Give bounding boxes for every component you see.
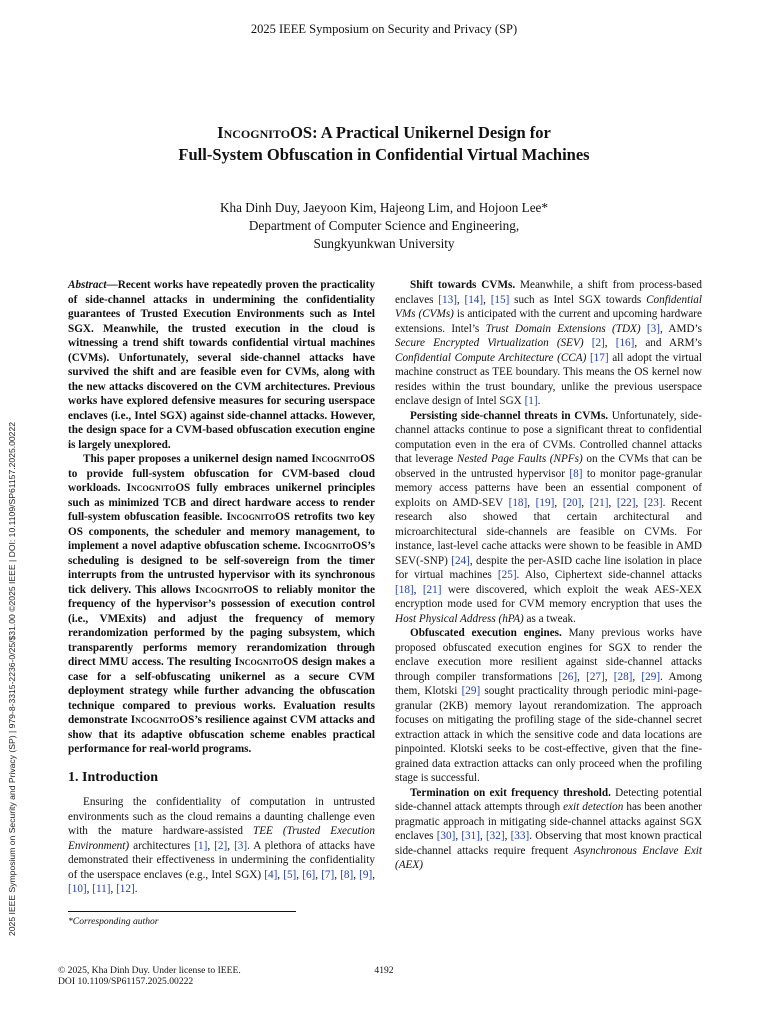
side-doi-strip: 2025 IEEE Symposium on Security and Privacy (SP) | 979-8-3315-2236-0/25/$31.00 ©2025 IEEE | DOI: 10.1109/SP61157.2025.00222 [7, 421, 17, 936]
system-name: Incognito [194, 583, 244, 596]
citation-link[interactable]: [29] [461, 685, 481, 697]
author-block [0, 199, 768, 253]
citation-link[interactable]: [24] [451, 554, 470, 567]
abstract [68, 278, 375, 757]
citation-link[interactable]: [32] [485, 830, 505, 842]
citation-link[interactable]: [27] [586, 670, 605, 683]
citation-link[interactable]: [12] [116, 883, 135, 895]
citation-link[interactable]: [6] [302, 868, 316, 881]
citation-link[interactable]: [2] [591, 337, 605, 349]
footnote-rule [68, 911, 296, 912]
citation-link[interactable]: [29] [641, 670, 661, 683]
citation-link[interactable]: [9] [359, 868, 373, 881]
citation-link[interactable]: [2] [214, 839, 228, 852]
runin-heading: Shift towards CVMs. [410, 279, 516, 291]
citation-link[interactable]: [7] [321, 868, 335, 881]
citation-link[interactable]: [5] [283, 868, 297, 881]
title-line1-rest: OS: A Practical Unikernel Design for [290, 123, 551, 142]
section-heading-introduction: 1. Introduction [68, 769, 158, 785]
paragraph-shift-towards-cvms [395, 278, 702, 409]
paper-title [60, 122, 708, 166]
citation-link[interactable]: [21] [422, 583, 442, 596]
runin-heading: Termination on exit frequency threshold. [410, 786, 611, 799]
paragraph-body: Detecting potential side-channel attack attempts through exit detection has been another pragmatic approach in mitigating side-channel attacks against SGX enclaves [30], [31], [32], [33]. Observing that most known practical side-channel attacks require frequent Asynchronous Enclave Exit (AEX) [395, 786, 703, 871]
paragraph-body: Unfortunately, side-channel attacks continue to pose a significant threat to confidential computation even in the era of CVMs. Controlled channel attacks that leverage Nested Page Faults (NPFs) on the CVMs that can be observed in the untrusted hypervisor [8] to monitor page-granular memory access patterns have been an essential component of exploits on AMD-SEV [18], [19], [20], [21], [22], [23]. Recent research also showed that certain architectural and microarchitectural side-channels are feasible on CVMs. For instance, last-level cache attacks were shown to be feasible in AMD SEV(-SNP) [24], despite the per-ASID cache line isolation in place for virtual machines [25]. Also, Ciphertext side-channel attacks [18], [21] were discovered, which exploit the weak AES-XEX encryption mode used for CVM memory encryption that uses the Host Physical Address (hPA) as a tweak. [395, 409, 703, 625]
italic-term: Host Physical Address (hPA) [395, 612, 524, 625]
citation-link[interactable]: [19] [535, 496, 555, 509]
footer-doi: DOI 10.1109/SP61157.2025.00222 [58, 976, 194, 987]
paragraph-termination-threshold [395, 786, 702, 873]
abstract-paragraph-2: This paper proposes a unikernel design named IncognitoOS to provide full-system obfuscation for CVM-based cloud workloads. IncognitoOS fully embraces unikernel principles such as minimized TCB and direct hardware access to render full-system obfuscation feasible. IncognitoOS retrofits two key OS components, the scheduler and memory management, to implement a novel adaptive obfuscation scheme. IncognitoOS’s scheduling is designed to be self-sovereign from the timer interrupts from the untrusted hypervisor with its synchronous tick delivery. This allows IncognitoOS to reliably monitor the frequency of the hypervisor’s possession of execution control (i.e., VMExits) and adjust the frequency of memory rerandomization performed by the paging subsystem, which transparently performs memory rerandomization through direct MMU access. The resulting IncognitoOS design makes a case for a self-obfuscating unikernel as a secure CVM deployment strategy while further advancing the obfuscation technique compared to previous works. Evaluation results demonstrate IncognitoOS’s resilience against CVM attacks and show that its adaptive obfuscation scheme enables practical performance for real-world programs. [68, 453, 376, 755]
abstract-label: Abstract [68, 279, 107, 291]
italic-term: TEE (Trusted Execution Environment) [68, 825, 375, 852]
runin-heading: Persisting side-channel threats in CVMs. [410, 409, 609, 422]
paragraph-body: Meanwhile, a shift from process-based enclaves [13], [14], [15] such as Intel SGX towards Confidential VMs (CVMs) is anticipated with the current and upcoming hardware extensions. Intel’s Trust Domain Extensions (TDX) [3], AMD’s Secure Encrypted Virtualization (SEV) [2], [16], and ARM’s Confidential Compute Architecture (CCA) [17] all adopt the virtual machine construct as TEE boundary. This means the OS kernel now resides within the trust boundary, unlike the previous userspace enclave design of Intel SGX [1]. [395, 279, 702, 407]
citation-link[interactable]: [1] [524, 395, 538, 407]
citation-link[interactable]: [13] [438, 293, 457, 306]
citation-link[interactable]: [31] [461, 830, 480, 842]
citation-link[interactable]: [23] [643, 496, 663, 509]
author-names: Kha Dinh Duy, Jaeyoon Kim, Hajeong Lim, and Hojoon Lee* [219, 200, 549, 215]
citation-link[interactable]: [30] [436, 830, 456, 842]
citation-link[interactable]: [1] [194, 839, 208, 852]
citation-link[interactable]: [28] [613, 670, 633, 683]
citation-link[interactable]: [11] [92, 883, 111, 895]
citation-link[interactable]: [10] [68, 883, 87, 895]
citation-link[interactable]: [21] [589, 496, 609, 509]
abstract-text-1: —Recent works have repeatedly proven the practicality of side-channel attacks in undermining the confidentiality guarantees of Trusted Execution Environments such as Intel SGX. Meanwhile, the trusted execution in the cloud is witnessing a trend shift towards confidential virtual machines (CVMs). Unfortunately, several side-channel attacks have survived the shift and are feasible even for CVMs, along with the new attacks discovered on the CVM architectures. Previous works have explored defensive measures for securing userspace enclaves (i.e., Intel SGX) against side-channel attacks. However, the design space for a CVM-based obfuscation execution engine is largely unexplored. [68, 279, 375, 451]
system-name: Incognito [311, 453, 361, 465]
italic-term: Confidential VMs (CVMs) [395, 293, 702, 320]
italic-term: Secure Encrypted Virtualization (SEV) [395, 337, 584, 349]
paragraph-obfuscated-engines [395, 626, 702, 786]
left-column [68, 278, 375, 897]
italic-term: exit detection [563, 801, 624, 813]
copyright-notice: © 2025, Kha Dinh Duy. Under license to IEEE. [58, 965, 241, 976]
title-line2: Full-System Obfuscation in Confidential Virtual Machines [178, 145, 590, 164]
system-name: Incognito [234, 656, 284, 668]
citation-link[interactable]: [18] [508, 496, 528, 509]
runin-heading: Obfuscated execution engines. [410, 627, 562, 639]
conference-header: 2025 IEEE Symposium on Security and Privacy (SP) [250, 22, 518, 36]
page-number: 4192 [374, 965, 394, 976]
citation-link[interactable]: [26] [558, 670, 578, 683]
paragraph-persisting-threats [395, 409, 702, 627]
citation-link[interactable]: [4] [264, 868, 278, 881]
citation-link[interactable]: [3] [646, 322, 660, 335]
italic-term: Confidential Compute Architecture (CCA) [395, 351, 587, 364]
citation-link[interactable]: [18] [395, 583, 414, 596]
citation-link[interactable]: [22] [616, 496, 636, 509]
abstract-paragraph-1 [68, 278, 375, 452]
system-name: Incognito [303, 540, 353, 552]
italic-term: Asynchronous Enclave Exit (AEX) [395, 844, 703, 871]
citation-link[interactable]: [33] [510, 830, 530, 842]
citation-link[interactable]: [16] [615, 337, 635, 349]
right-column [395, 278, 702, 873]
citation-link[interactable]: [8] [569, 467, 583, 480]
title-system-name: Incognito [217, 123, 291, 142]
citation-link[interactable]: [20] [562, 496, 582, 509]
citation-link[interactable]: [15] [490, 293, 510, 306]
intro-paragraph-1: Ensuring the confidentiality of computation in untrusted environments such as the cloud remains a daunting challenge even with the mature hardware-assisted TEE (Trusted Execution Environment) architectures [1], [2], [3]. A plethora of attacks have demonstrated their effectiveness in undermining the confidentiality of the userspace enclaves (e.g., Intel SGX) [4], [5], [6], [7], [8], [9], [10], [11], [12]. [68, 796, 376, 895]
system-name: Incognito [130, 714, 180, 726]
citation-link[interactable]: [3] [234, 839, 248, 852]
citation-link[interactable]: [25] [497, 569, 517, 581]
paragraph-body: Many previous works have proposed obfuscated execution engines for SGX to render the enclave execution more resilient against side-channel attacks through compiler transformations [26], [27], [28], [29]. Among them, Klotski [29] sought practicality through periodic mini-page-granular (2KB) memory layout rerandomization. The approach focuses on mitigating the profiling stage of the side-channel secret extraction attack in which the sensitive code and data locations are pinpointed. Klotski seeks to be cost-effective, given that the fine-grained data extraction attacks can only proceed when the profiling stage is successful. [395, 627, 703, 784]
citation-link[interactable]: [8] [340, 868, 354, 881]
system-name: Incognito [226, 511, 276, 523]
system-name: Incognito [126, 482, 176, 494]
author-university: Sungkyunkwan University [313, 236, 455, 251]
italic-term: Trust Domain Extensions (TDX) [485, 322, 641, 335]
citation-link[interactable]: [14] [464, 293, 484, 306]
italic-term: Nested Page Faults (NPFs) [456, 453, 583, 465]
author-department: Department of Computer Science and Engineering, [248, 218, 520, 233]
citation-link[interactable]: [17] [589, 351, 609, 364]
corresponding-author-footnote: *Corresponding author [68, 916, 159, 927]
